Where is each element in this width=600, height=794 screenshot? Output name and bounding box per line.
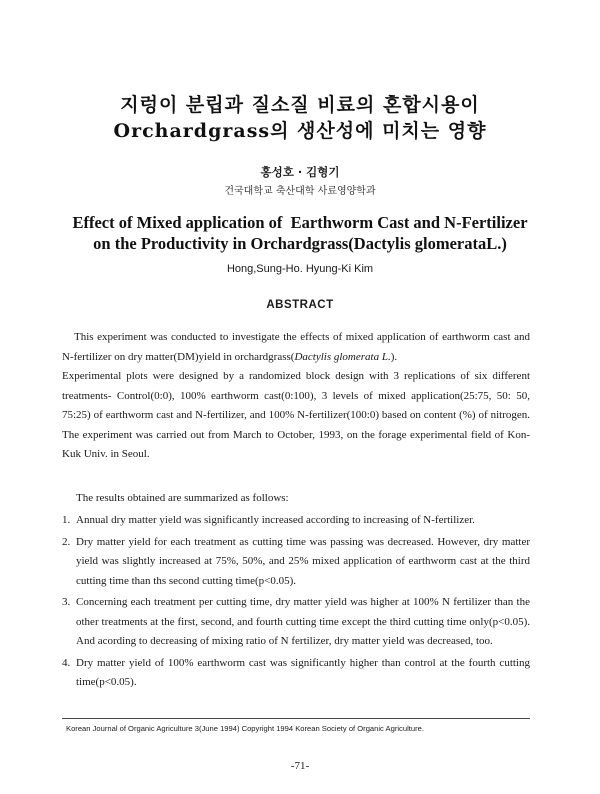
result-number: 4. — [62, 656, 71, 669]
result-number: 2. — [62, 535, 71, 548]
result-text: Dry matter yield for each treatment as cutting time was passing was decreased. However, dry matter yield was slightly increased at 75%, 50%, and 25% mixed application of earthworm cast at the third cutting time than ths second cutting time(p<0.05). — [76, 535, 530, 587]
abstract-paragraph-2: Experimental plots were designed by a randomized block design with 3 replications of six different treatments- Control(0:0), 100% earthworm cast(0:100), 3 levels of mixed application(25:75, 50: 50, 75:25) of earthworm cast and N-fertilizer, and 100% N-fertilizer(100:0) based on content (%) of nitrogen. The experiment was carried out from March to October, 1993, on the forage experimental field of Kon-Kuk Univ. in Seoul. — [62, 370, 530, 460]
abstract-body — [62, 328, 530, 465]
result-number: 3. — [62, 596, 71, 608]
korean-title-line-1: 지렁이 분립과 질소질 비료의 혼합시용이 — [120, 94, 480, 116]
footnote-divider — [62, 718, 530, 719]
korean-authors: 홍성호 · 김형기 — [260, 165, 340, 179]
english-title-line-1: Effect of Mixed application of Earthworm Cast and N-Fertilizer — [72, 213, 528, 232]
abstract-paragraph-1-text: This experiment was conducted to investigate the effects of mixed application of earthworm cast and N-fertilizer on dry matter(DM)yield in orchardgrass( — [62, 331, 530, 363]
summary-intro: The results obtained are summarized as follows: — [76, 492, 289, 504]
page-number: -71- — [290, 760, 310, 772]
result-text: Dry matter yield of 100% earthworm cast was significantly higher than control at the fourth cutting time(p<0.05). — [76, 656, 530, 688]
abstract-heading: ABSTRACT — [266, 299, 334, 311]
abstract-paragraph-1-end: ). — [390, 350, 398, 363]
korean-affiliation: 건국대학교 축산대학 사료영양학과 — [224, 186, 376, 197]
result-item — [62, 533, 530, 592]
english-authors: Hong,Sung-Ho. Hyung-Ki Kim — [226, 263, 374, 275]
result-item — [62, 654, 530, 693]
korean-title-line-2: Orchardgrass의 생산성에 미치는 영향 — [113, 120, 487, 142]
result-number: 1. — [62, 514, 71, 526]
english-title-line-2: on the Productivity in Orchardgrass(Dactylis glomerataL.) — [93, 234, 507, 253]
result-text: Annual dry matter yield was significantly increased according to increasing of N-fertilizer. — [76, 514, 475, 526]
result-item — [62, 511, 530, 531]
results-list — [62, 511, 530, 693]
result-text: Concerning each treatment per cutting time, dry matter yield was higher at 100% N fertilizer than the other treatments at the first, second, and fourth cutting time except the third cutting time only(p<0.05). And acording to decreasing of mixing ratio of N fertilizer, dry matter yield was decreased, too. — [76, 596, 530, 647]
species-name: Dactylis glomerata L. — [294, 350, 391, 363]
result-item — [62, 593, 530, 652]
journal-footnote: Korean Journal of Organic Agriculture 3(June 1994) Copyright 1994 Korean Society of Organic Agriculture. — [66, 724, 424, 733]
